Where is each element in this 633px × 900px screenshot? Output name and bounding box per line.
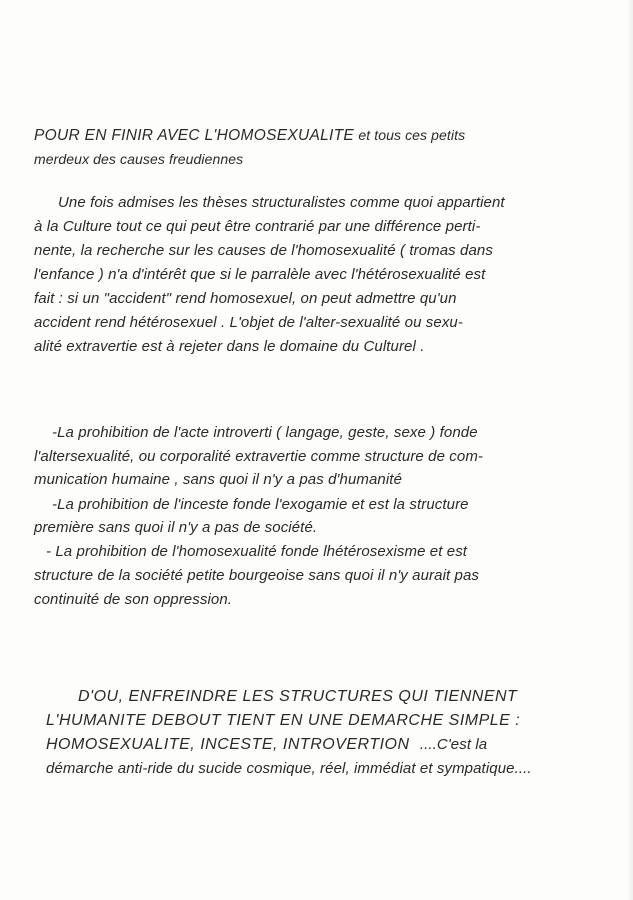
paragraph1-line: accident rend hétérosexuel . L'objet de l'alter-sexualité ou sexu- [34, 314, 463, 331]
title-line-2: merdeux des causes freudiennes [34, 151, 244, 167]
conclusion-tail: ....C'est la [419, 736, 488, 753]
title-line-1 [34, 126, 465, 145]
paragraph1-line: à la Culture tout ce qui peut être contrarié par une différence perti- [34, 218, 481, 235]
title-rest: et tous ces petits [358, 127, 466, 143]
paragraph2-line: -La prohibition de l'inceste fonde l'exogamie et est la structure [52, 496, 469, 513]
paragraph2-line: continuité de son oppression. [34, 591, 233, 608]
paragraph1-line: l'enfance ) n'a d'intérêt que si le parralèle avec l'hétérosexualité est [34, 266, 486, 283]
paragraph1-line: alité extravertie est à rejeter dans le domaine du Culturel . [34, 338, 425, 355]
conclusion-line: L'HUMANITE DEBOUT TIENT EN UNE DEMARCHE SIMPLE : [46, 712, 521, 729]
paragraph2-line: - La prohibition de l'homosexualité fonde lhétérosexisme et est [46, 543, 468, 560]
paragraph2-line: structure de la société petite bourgeoise sans quoi il n'y aurait pas [34, 567, 480, 584]
paragraph2-line: -La prohibition de l'acte introverti ( langage, geste, sexe ) fonde [52, 424, 478, 441]
paragraph2-line: l'altersexualité, ou corporalité extravertie comme structure de com- [34, 448, 484, 465]
conclusion-line: démarche anti-ride du sucide cosmique, réel, immédiat et sympatique.... [46, 760, 532, 777]
paragraph1-line: fait : si un "accident" rend homosexuel, on peut admettre qu'un [34, 290, 457, 307]
conclusion-caps: HOMOSEXUALITE, INCESTE, INTROVERTION [46, 736, 410, 753]
title-caps: POUR EN FINIR AVEC L'HOMOSEXUALITE [34, 127, 355, 144]
paragraph1-line: Une fois admises les thèses structuralistes comme quoi appartient [58, 194, 505, 211]
paragraph2-line: première sans quoi il n'y a pas de société. [34, 519, 318, 536]
conclusion-line: D'OU, ENFREINDRE LES STRUCTURES QUI TIENNENT [78, 688, 518, 705]
paragraph1-line: nente, la recherche sur les causes de l'homosexualité ( tromas dans [34, 242, 493, 259]
conclusion-line [46, 736, 487, 754]
page-edge-shadow [627, 0, 633, 900]
paragraph2-line: munication humaine , sans quoi il n'y a pas d'humanité [34, 471, 403, 488]
